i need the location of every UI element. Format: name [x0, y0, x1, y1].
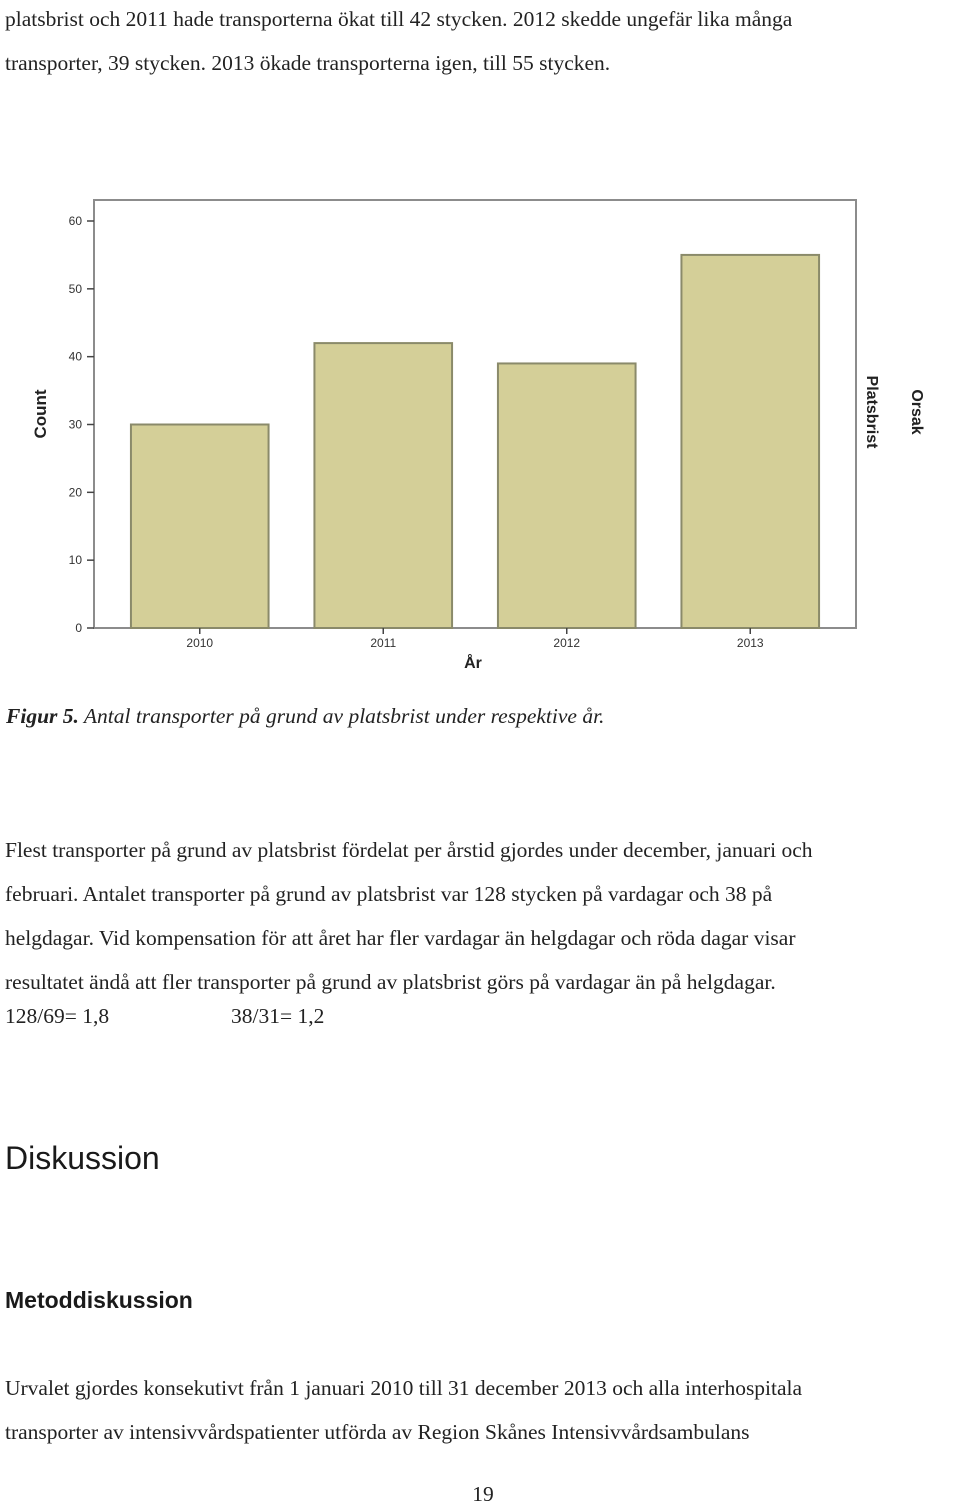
figure-caption-text: Antal transporter på grund av platsbrist under respektive år.	[78, 704, 605, 728]
bar-2010	[131, 425, 269, 629]
method-line: Urvalet gjordes konsekutivt från 1 januari 2010 till 31 december 2013 och alla interhospitala	[5, 1376, 803, 1400]
x-tick-label: 2010	[186, 636, 214, 650]
panel-label-orsak: Orsak	[908, 389, 925, 435]
intro-paragraph	[5, 0, 955, 85]
holiday-ratio: 38/31= 1,2	[231, 1004, 325, 1028]
y-tick-label: 20	[68, 485, 82, 500]
intro-line: transporter, 39 stycken. 2013 ökade transporterna igen, till 55 stycken.	[5, 51, 611, 75]
results-line: Flest transporter på grund av platsbrist fördelat per årstid gjordes under december, januari och	[5, 838, 813, 862]
bar-chart	[0, 190, 960, 680]
figure-caption-label: Figur 5.	[6, 704, 79, 728]
bar-2012	[498, 363, 636, 628]
method-line: transporter av intensivvårdspatienter utförda av Region Skånes Intensivvårdsambulans	[5, 1420, 750, 1444]
x-tick-label: 2013	[736, 636, 764, 650]
y-axis-ticks	[69, 214, 94, 635]
intro-line: platsbrist och 2011 hade transporterna ökat till 42 stycken. 2012 skedde ungefär lika många	[5, 7, 793, 31]
section-heading-diskussion: Diskussion	[5, 1140, 160, 1176]
results-paragraph	[5, 828, 955, 1004]
y-tick-label: 60	[68, 214, 82, 228]
ratio-line	[5, 1004, 324, 1029]
figure-caption	[6, 704, 604, 729]
x-axis-label: År	[464, 655, 482, 672]
results-line: februari. Antalet transporter på grund av platsbrist var 128 stycken på vardagar och 38 på	[5, 882, 773, 906]
bar-chart-figure	[0, 190, 960, 680]
weekday-ratio: 128/69= 1,8	[5, 1004, 110, 1028]
results-line: resultatet ändå att fler transporter på grund av platsbrist görs på vardagar än på helgdagar.	[5, 970, 776, 994]
bar-2013	[681, 255, 819, 628]
y-tick-label: 0	[75, 621, 82, 635]
bar-2011	[314, 343, 452, 628]
y-tick-label: 30	[68, 417, 82, 432]
section-heading-metoddiskussion: Metoddiskussion	[5, 1287, 193, 1313]
panel-label-platsbrist: Platsbrist	[863, 375, 880, 449]
y-axis-label: Count	[31, 389, 50, 439]
page-number: 19	[472, 1482, 494, 1506]
y-tick-label: 40	[68, 349, 82, 364]
method-paragraph	[5, 1366, 955, 1454]
x-tick-label: 2011	[370, 636, 397, 650]
y-tick-label: 50	[68, 281, 82, 296]
x-tick-label: 2012	[553, 636, 581, 650]
results-line: helgdagar. Vid kompensation för att året har fler vardagar än helgdagar och röda dagar visar	[5, 926, 796, 950]
y-tick-label: 10	[68, 553, 82, 568]
x-axis-ticks	[186, 628, 764, 650]
